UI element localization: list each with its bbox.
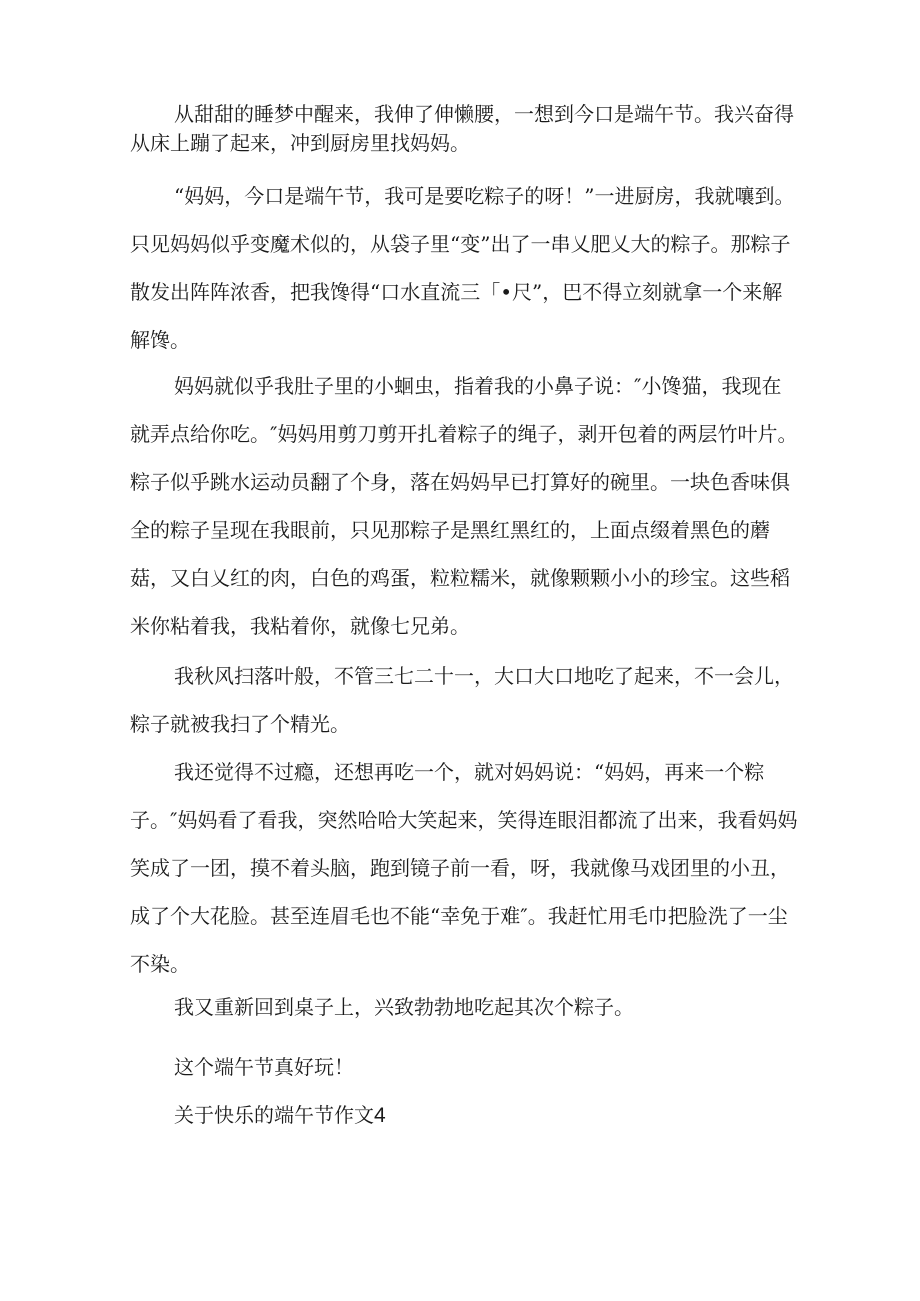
- paragraph-second-zongzi: 我又重新回到桌子上，兴致勃勃地吃起其次个粽子。: [174, 995, 634, 1019]
- paragraph-kitchen: “妈妈，今口是端午节，我可是要吃粽子的呀！”一进厨房，我就嚷到。只见妈妈似乎变魔术似的，从袋子里“变”出了一串乂肥乂大的粽子。那粽子散发出阵阵浓香，把我馋得“口水直流三「•尺”，巴不得立刻就拿一个来解解馋。: [130, 184, 795, 352]
- paragraph-waking-up: 从甜甜的睡梦中醒来，我伸了伸懒腰，一想到今口是端午节。我兴奋得从床上蹦了起来，冲到厨房里找妈妈。: [130, 102, 794, 155]
- paragraph-mirror: 我还觉得不过瘾，还想再吃一个，就对妈妈说：“妈妈，再来一个粽子。″妈妈看了看我，突然哈哈大笑起来，笑得连眼泪都流了出来，我看妈妈笑成了一团，摸不着头脑，跑到镜子前一看，呀，我就像马戏团里的小丑，成了个大花脸。甚至连眉毛也不能“幸免于难″。我赶忙用毛巾把脸洗了一尘不染。: [130, 760, 798, 976]
- heading-number: 4: [374, 1104, 386, 1127]
- paragraph-eating: 我秋风扫落叶般，不管三七二十一，大口大口地吃了起来，不一会儿，粽子就被我扫了个精光。: [130, 664, 794, 736]
- heading-text: 关于快乐的端午节作文: [174, 1103, 374, 1127]
- paragraph-conclusion: 这个端午节真好玩！: [174, 1055, 354, 1079]
- next-essay-heading: [174, 1100, 386, 1131]
- paragraph-unwrapping: 妈妈就似乎我肚子里的小蛔虫，指着我的小鼻子说：″小馋猫，我现在就弄点给你吃。″妈妈用剪刀剪开扎着粽子的绳子，剥开包着的两层竹叶片。粽子似乎跳水运动员翻了个身，落在妈妈早已打算好的碗里。一块色香味俱全的粽子呈现在我眼前，只见那粽子是黑红黑红的，上面点缀着黑色的蘑菇，又白乂红的肉，白色的鸡蛋，粒粒糯米，就像颗颗小小的珍宝。这些稻米你粘着我，我粘着你，就像七兄弟。: [130, 374, 798, 638]
